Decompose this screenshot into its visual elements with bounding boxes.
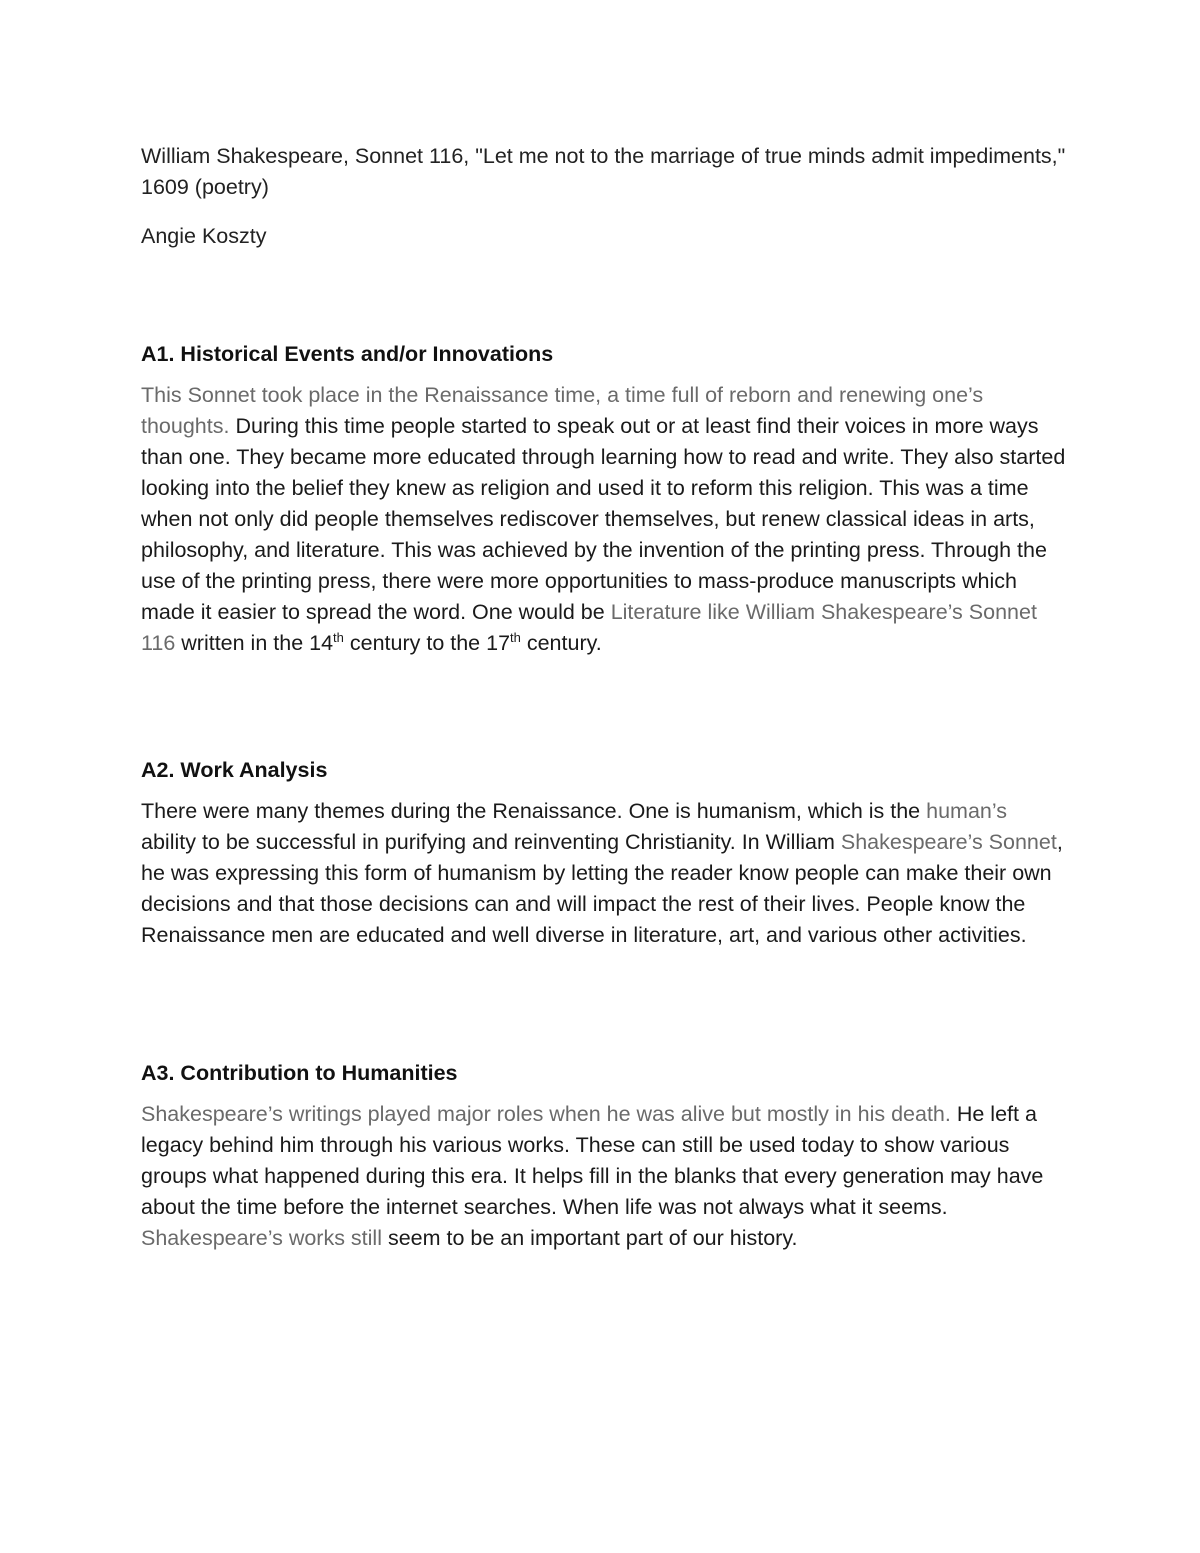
author-name: Angie Koszty xyxy=(141,224,267,248)
section-body-a1 xyxy=(141,380,1066,659)
document-content xyxy=(141,141,1066,1250)
body-text: written in the 14 xyxy=(175,631,334,655)
document-title: William Shakespeare, Sonnet 116, "Let me not to the marriage of true minds admit impediments," 1609 (poetry) xyxy=(141,144,1066,199)
body-text: During this time people started to speak out or at least find their voices in more ways than one. They became more educated through learning how to read and write. They also started looking into the belief they knew as religion and used it to reform this religion. This was a time when not only did people themselves rediscover themselves, but renew classical ideas in arts, philosophy, and literature. This was achieved by the invention of the printing press. Through the use of the printing press, there were more opportunities to mass-produce manuscripts which made it easier to spread the word. One would be xyxy=(141,414,1066,624)
body-text-gray: Shakespeare’s Sonnet xyxy=(840,830,1057,854)
body-text-gray: Shakespeare’s writings played major roles when he was alive but mostly in his death. xyxy=(141,1102,951,1126)
body-text: ability to be successful in purifying and reinventing Christianity. In William xyxy=(141,830,841,854)
section-body-a3 xyxy=(141,1099,1066,1254)
body-text-gray: This Sonnet took place in the Renaissance time, a time full of reborn and renewing one’s thoughts. xyxy=(141,383,984,438)
section-contribution-humanities xyxy=(141,1058,1066,1254)
body-text: He left a legacy behind him through his various works. These can still be used today to show various groups what happened during this era. It helps fill in the blanks that every generation may have about the time before the internet searches. When life was not always what it seems. xyxy=(141,1102,1044,1219)
section-body-a2 xyxy=(141,796,1066,951)
section-historical-events xyxy=(141,339,1066,659)
section-heading-a3: A3. Contribution to Humanities xyxy=(141,1061,458,1085)
body-text: There were many themes during the Renaissance. One is humanism, which is the xyxy=(141,799,927,823)
body-text: century. xyxy=(520,631,602,655)
superscript: th xyxy=(333,629,344,645)
body-text-gray: human’s xyxy=(926,799,1008,823)
section-heading-a1: A1. Historical Events and/or Innovations xyxy=(141,342,554,366)
body-text-gray: Literature like William Shakespeare’s Sonnet 116 xyxy=(141,600,1037,655)
body-text-gray: Shakespeare’s works still xyxy=(141,1226,382,1250)
body-text: seem to be an important part of our history. xyxy=(381,1226,798,1250)
section-work-analysis xyxy=(141,755,1066,951)
section-heading-a2: A2. Work Analysis xyxy=(141,758,328,782)
body-text: century to the 17 xyxy=(343,631,511,655)
superscript: th xyxy=(510,629,521,645)
body-text: , he was expressing this form of humanism by letting the reader know people can make their own decisions and that those decisions can and will impact the rest of their lives. People know the Renaissance men are educated and well diverse in literature, art, and various other activities. xyxy=(141,830,1063,947)
